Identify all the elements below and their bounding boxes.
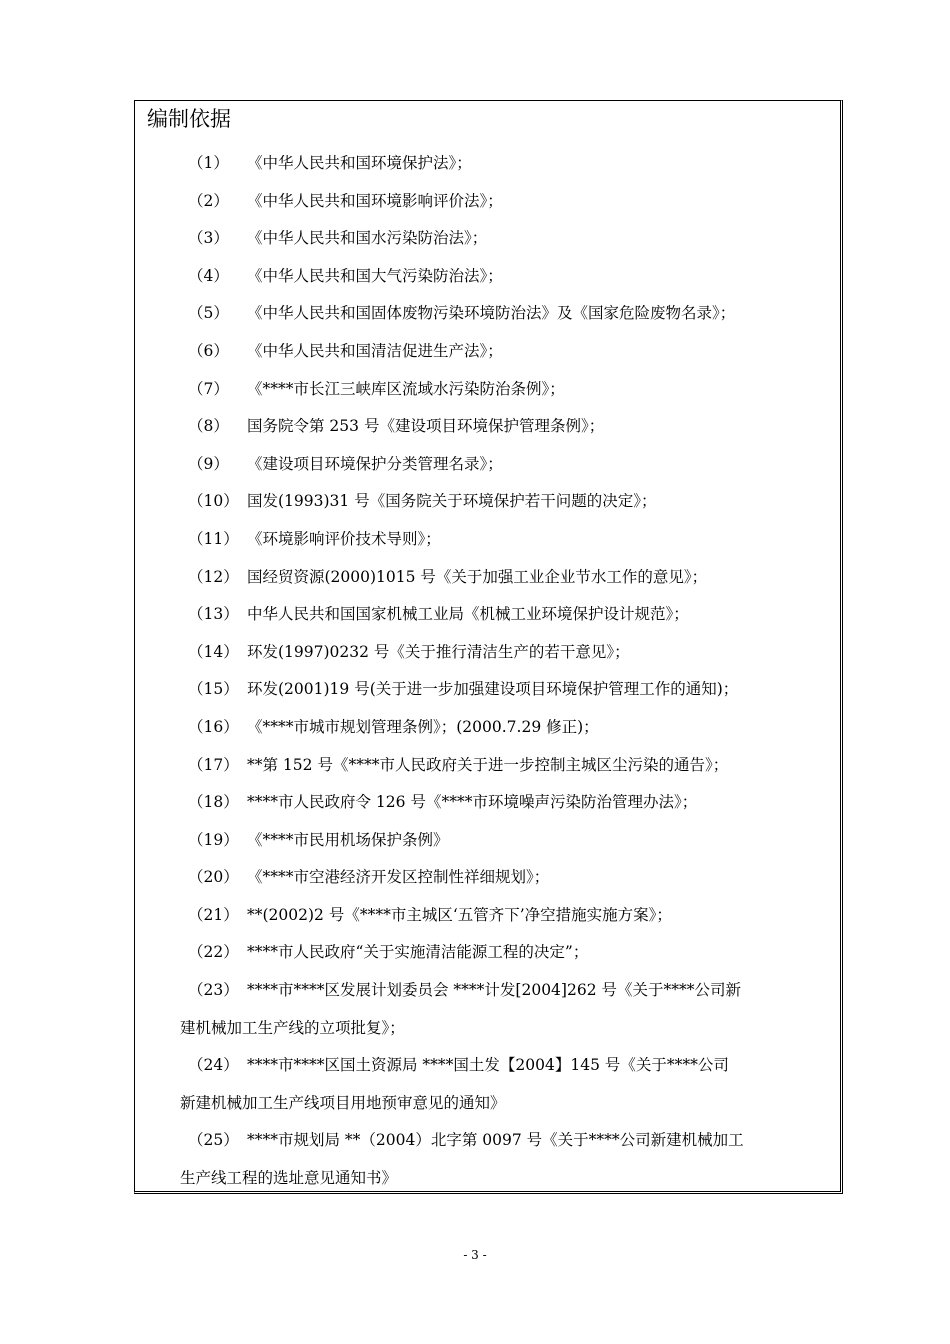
section-heading: 编制依据 <box>147 107 231 131</box>
item-number: （10） <box>188 492 239 511</box>
list-item <box>135 747 840 785</box>
list-item <box>135 559 840 597</box>
item-number: （21） <box>188 905 239 924</box>
item-text: ****市人民政府“关于实施清洁能源工程的决定”； <box>247 943 589 962</box>
item-text: **(2002)2 号《****市主城区‘五管齐下’净空措施实施方案》； <box>247 905 672 924</box>
list-item <box>135 596 840 634</box>
list-item <box>135 709 840 747</box>
item-number: （3） <box>188 229 229 248</box>
item-text: 环发(1997)0232 号《关于推行清洁生产的若干意见》； <box>247 642 630 661</box>
list-item <box>135 784 840 822</box>
item-text: 《建设项目环境保护分类管理名录》； <box>247 454 503 473</box>
list-item <box>135 220 840 258</box>
reference-list <box>135 145 840 1198</box>
list-item <box>135 183 840 221</box>
list-item <box>135 483 840 521</box>
item-text: 《****市空港经济开发区控制性祥细规划》； <box>247 868 550 887</box>
list-item <box>135 934 840 972</box>
item-number: （9） <box>188 454 229 473</box>
list-item <box>135 333 840 371</box>
item-number: （14） <box>188 642 239 661</box>
item-text-line1: ****市****区国土资源局 ****国土发【2004】145 号《关于****公司 <box>247 1056 729 1075</box>
list-item <box>135 1122 840 1197</box>
list-item <box>135 446 840 484</box>
item-text: 《中华人民共和国水污染防治法》； <box>247 229 488 248</box>
content-frame <box>134 100 843 1194</box>
item-number: （7） <box>188 379 229 398</box>
item-text-line1: ****市规划局 **（2004）北字第 0097 号《关于****公司新建机械加工 <box>247 1131 744 1150</box>
item-text: 《中华人民共和国环境影响评价法》； <box>247 191 503 210</box>
item-number: （18） <box>188 793 239 812</box>
item-text: 《****市民用机场保护条例》 <box>247 830 449 849</box>
item-number: （23） <box>188 981 239 1000</box>
list-item <box>135 1047 840 1122</box>
item-text: ****市人民政府令 126 号《****市环境噪声污染防治管理办法》； <box>247 793 698 812</box>
list-item <box>135 521 840 559</box>
item-number: （2） <box>188 191 229 210</box>
item-text-line1: ****市****区发展计划委员会 ****计发[2004]262 号《关于****公司新 <box>247 981 741 1000</box>
item-text-line2: 建机械加工生产线的立项批复》； <box>180 1018 405 1037</box>
item-number: （1） <box>188 154 229 172</box>
item-number: （4） <box>188 266 229 285</box>
item-number: （19） <box>188 830 239 849</box>
item-number: （22） <box>188 943 239 962</box>
list-item <box>135 897 840 935</box>
list-item <box>135 371 840 409</box>
item-number: （17） <box>188 755 239 774</box>
list-item <box>135 258 840 296</box>
item-number: （24） <box>188 1056 239 1075</box>
list-item <box>135 408 840 446</box>
item-number: （13） <box>188 605 239 624</box>
item-number: （20） <box>188 868 239 887</box>
item-text: **第 152 号《****市人民政府关于进一步控制主城区尘污染的通告》； <box>247 755 729 774</box>
list-item <box>135 822 840 860</box>
item-text: 《中华人民共和国大气污染防治法》； <box>247 266 503 285</box>
list-item <box>135 634 840 672</box>
list-item <box>135 145 840 183</box>
item-number: （11） <box>188 529 239 548</box>
list-item <box>135 671 840 709</box>
item-number: （8） <box>188 417 229 436</box>
item-number: （6） <box>188 341 229 360</box>
list-item <box>135 295 840 333</box>
item-text: 《****市长江三峡库区流域水污染防治条例》； <box>247 379 565 398</box>
item-text: 环发(2001)19 号(关于进一步加强建设项目环境保护管理工作的通知)； <box>247 680 739 699</box>
item-text: 《中华人民共和国清洁促进生产法》； <box>247 341 503 360</box>
item-number: （12） <box>188 567 239 586</box>
item-text: 国经贸资源(2000)1015 号《关于加强工业企业节水工作的意见》； <box>247 567 708 586</box>
item-text-line2: 生产线工程的选址意见通知书》 <box>180 1169 398 1188</box>
item-text: 《环境影响评价技术导则》； <box>247 529 441 548</box>
item-text-line2: 新建机械加工生产线项目用地预审意见的通知》 <box>180 1093 506 1112</box>
item-number: （15） <box>188 680 239 699</box>
item-text: 国发(1993)31 号《国务院关于环境保护若干问题的决定》； <box>247 492 657 511</box>
item-number: （5） <box>188 304 229 323</box>
item-number: （25） <box>188 1131 239 1150</box>
page-number: - 3 - <box>463 1248 487 1262</box>
item-text: 国务院令第 253 号《建设项目环境保护管理条例》； <box>247 417 605 436</box>
list-item <box>135 972 840 1047</box>
item-text: 中华人民共和国国家机械工业局《机械工业环境保护设计规范》； <box>247 605 689 624</box>
item-number: （16） <box>188 717 239 736</box>
list-item <box>135 859 840 897</box>
item-text: 《中华人民共和国环境保护法》； <box>247 154 472 172</box>
item-text: 《****市城市规划管理条例》；(2000.7.29 修正)； <box>247 717 599 736</box>
item-text: 《中华人民共和国固体废物污染环境防治法》及《国家危险废物名录》； <box>247 304 736 323</box>
